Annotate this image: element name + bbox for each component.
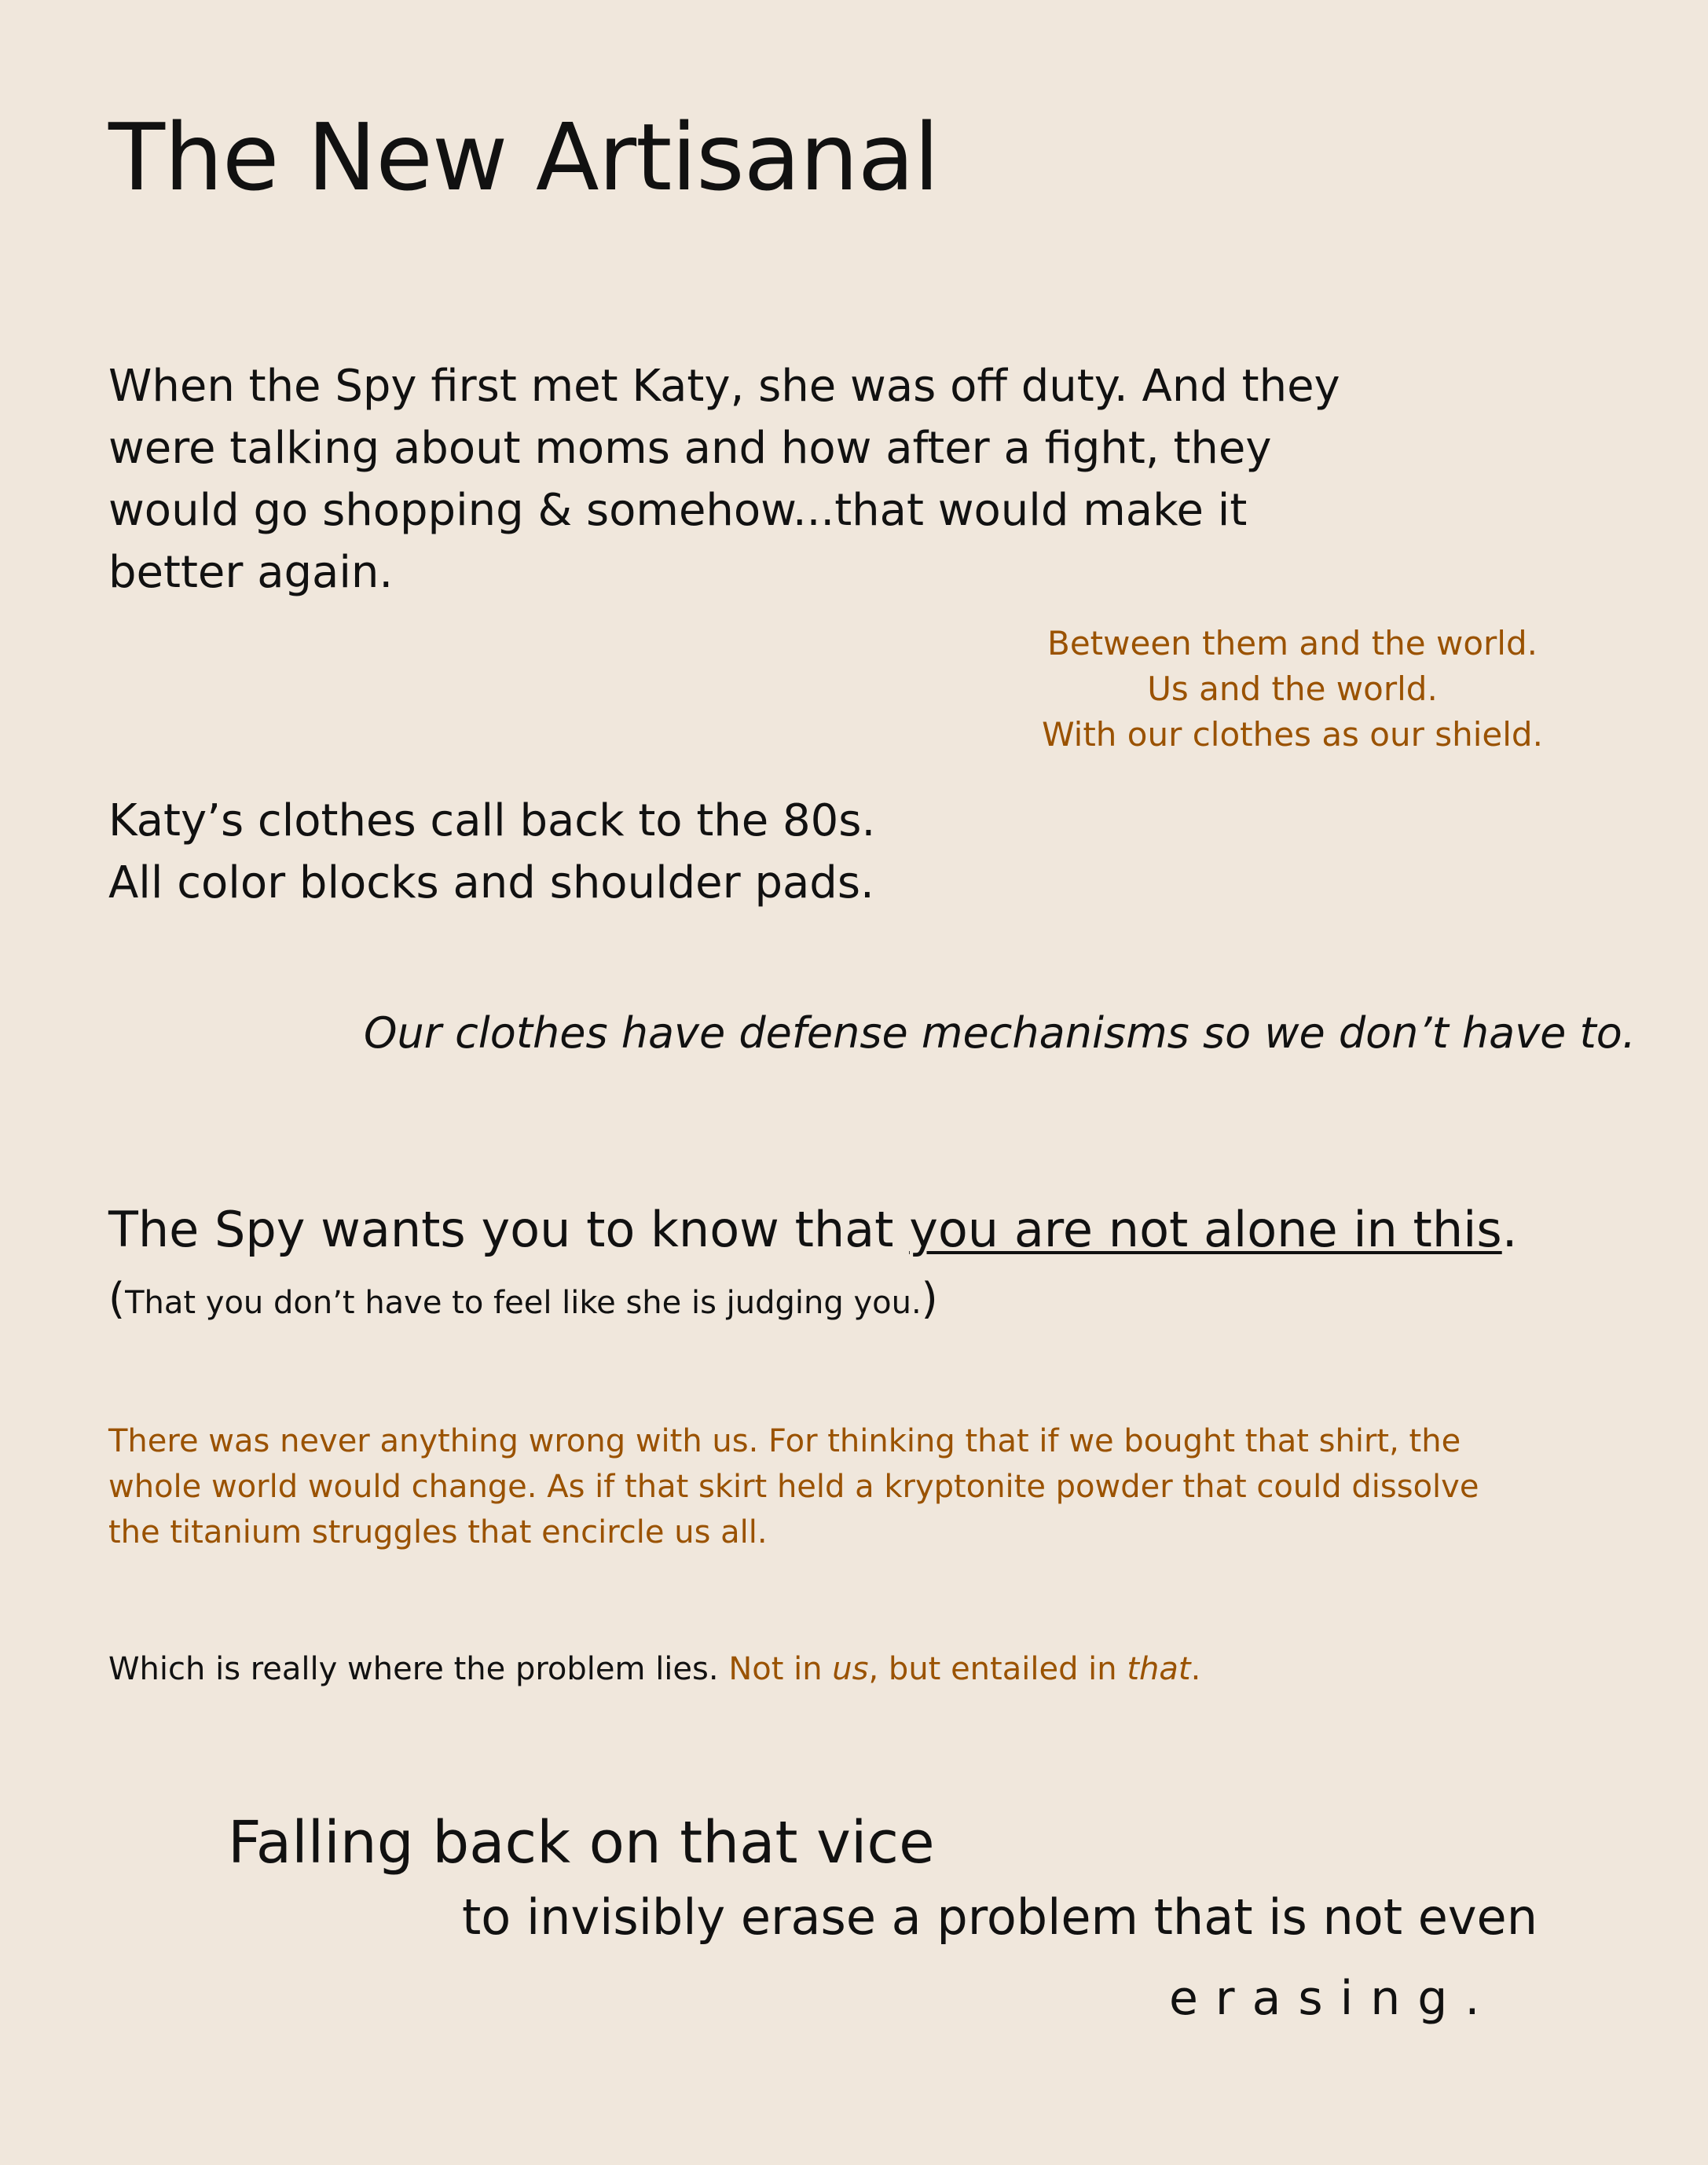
katy-line: All color blocks and shoulder pads. — [108, 857, 874, 908]
never-wrong-line: There was never anything wrong with us. For thinking that if we bought that shirt, the — [108, 1423, 1461, 1459]
intro-line: would go shopping & somehow...that would make it — [108, 485, 1248, 536]
intro-line: were talking about moms and how after a fight, they — [108, 423, 1272, 474]
defense-statement: Our clothes have defense mechanisms so we don’t have to. — [364, 1008, 1636, 1058]
problem-accent-us: us — [832, 1651, 869, 1687]
problem-accent — [728, 1651, 1200, 1687]
close-paren: ) — [921, 1274, 938, 1323]
never-wrong-line: whole world would change. As if that skirt held a kryptonite powder that could dissolve — [108, 1469, 1479, 1505]
katy-line: Katy’s clothes call back to the 80s. — [108, 795, 876, 846]
spy-underlined-phrase: you are not alone in this — [909, 1201, 1502, 1258]
closing-line-2: to invisibly erase a problem that is not even — [462, 1888, 1538, 1946]
spy-suffix: . — [1501, 1201, 1518, 1258]
page-title: The New Artisanal — [108, 103, 939, 211]
open-paren: ( — [108, 1274, 126, 1323]
closing-line-1: Falling back on that vice — [228, 1809, 935, 1877]
judging-text: That you don’t have to feel like she is judging you. — [125, 1285, 922, 1321]
intro-paragraph — [108, 355, 1340, 604]
closing-line-3: erasing. — [1169, 1971, 1497, 2026]
spy-prefix: The Spy wants you to know that — [108, 1201, 910, 1258]
shield-quote-line: Us and the world. — [1147, 670, 1438, 708]
katy-paragraph — [108, 790, 875, 914]
intro-line: better again. — [108, 547, 394, 598]
intro-line: When the Spy first met Katy, she was off duty. And they — [108, 361, 1340, 412]
problem-plain: Which is really where the problem lies. — [108, 1651, 719, 1687]
problem-accent-a: Not in — [728, 1651, 833, 1687]
shield-quote-line: Between them and the world. — [1047, 624, 1538, 662]
spy-statement — [108, 1198, 1517, 1261]
problem-accent-period: . — [1190, 1651, 1201, 1687]
judging-aside — [108, 1274, 938, 1325]
shield-quote — [998, 621, 1587, 758]
problem-accent-c: , but entailed in — [868, 1651, 1127, 1687]
problem-statement — [108, 1646, 1200, 1692]
problem-accent-that: that — [1127, 1651, 1191, 1687]
never-wrong-line: the titanium struggles that encircle us all. — [108, 1514, 768, 1550]
never-wrong-paragraph — [108, 1418, 1601, 1555]
shield-quote-line: With our clothes as our shield. — [1042, 715, 1543, 754]
